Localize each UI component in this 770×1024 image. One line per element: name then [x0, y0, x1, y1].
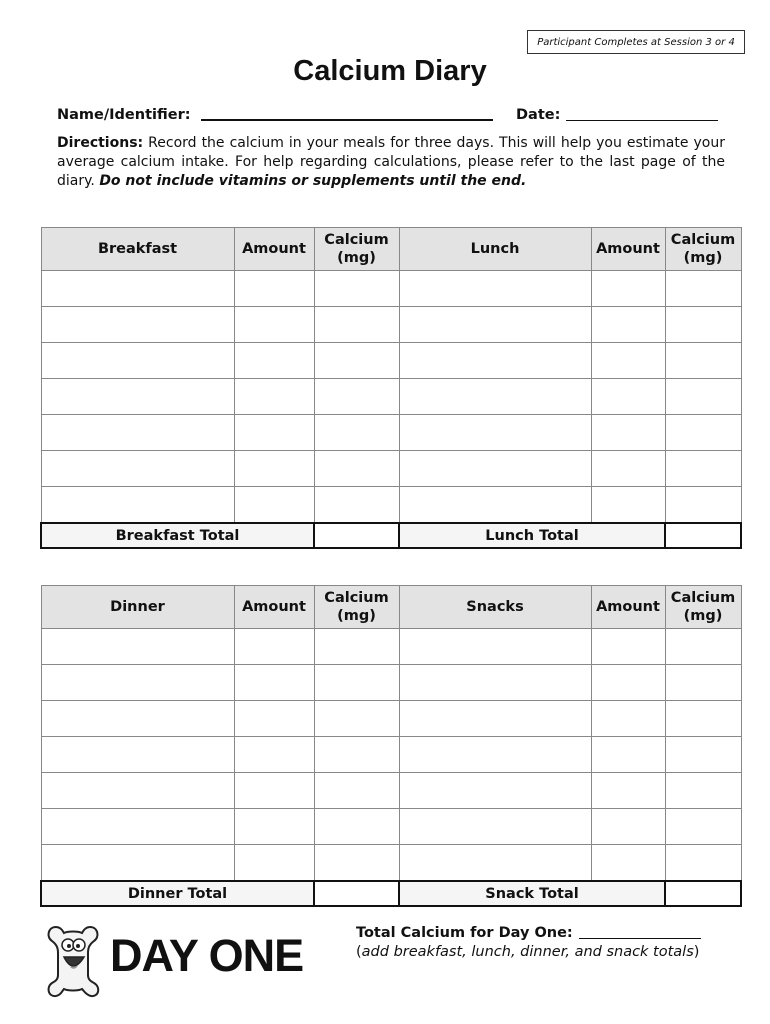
header-lunch: Lunch	[399, 228, 591, 271]
dinner-snacks-entry-cell[interactable]	[41, 809, 234, 845]
breakfast-lunch-entry-cell[interactable]	[234, 379, 314, 415]
cartoon-bone-icon	[44, 923, 102, 999]
dinner-snacks-entry-cell[interactable]	[591, 773, 665, 809]
dinner-snacks-entry-cell[interactable]	[234, 845, 314, 882]
header-calcium: Calcium (mg)	[314, 586, 399, 629]
breakfast-lunch-entry-cell[interactable]	[665, 487, 741, 524]
day-label: DAY ONE	[110, 930, 304, 981]
snack-total-label: Snack Total	[399, 881, 665, 906]
dinner-snacks-entry-cell[interactable]	[234, 737, 314, 773]
dinner-snacks-entry-cell[interactable]	[399, 845, 591, 882]
dinner-snacks-entry-cell[interactable]	[399, 701, 591, 737]
session-note: Participant Completes at Session 3 or 4	[527, 30, 745, 54]
dinner-snacks-entry-cell[interactable]	[314, 845, 399, 882]
dinner-snacks-entry-cell[interactable]	[41, 737, 234, 773]
breakfast-lunch-entry-cell[interactable]	[399, 271, 591, 307]
breakfast-lunch-entry-cell[interactable]	[314, 451, 399, 487]
dinner-snacks-entry-cell[interactable]	[399, 737, 591, 773]
breakfast-lunch-entry-cell[interactable]	[591, 271, 665, 307]
table-row	[41, 809, 741, 845]
table-row	[41, 379, 741, 415]
breakfast-lunch-entry-cell[interactable]	[314, 379, 399, 415]
breakfast-lunch-entry-cell[interactable]	[41, 451, 234, 487]
table-row	[41, 773, 741, 809]
breakfast-lunch-entry-cell[interactable]	[314, 415, 399, 451]
dinner-snacks-entry-cell[interactable]	[314, 737, 399, 773]
dinner-snacks-entry-cell[interactable]	[234, 665, 314, 701]
breakfast-lunch-entry-cell[interactable]	[665, 271, 741, 307]
snack-total-cell[interactable]	[665, 881, 741, 906]
dinner-snacks-entry-cell[interactable]	[665, 629, 741, 665]
header-amount: Amount	[591, 228, 665, 271]
breakfast-lunch-entry-cell[interactable]	[41, 415, 234, 451]
dinner-snacks-entry-cell[interactable]	[314, 809, 399, 845]
dinner-snacks-entry-cell[interactable]	[665, 845, 741, 882]
breakfast-lunch-entry-cell[interactable]	[234, 487, 314, 524]
header-snacks: Snacks	[399, 586, 591, 629]
table-row	[41, 415, 741, 451]
breakfast-lunch-table	[40, 227, 742, 549]
lunch-total-label: Lunch Total	[399, 523, 665, 548]
dinner-snacks-entry-cell[interactable]	[234, 809, 314, 845]
directions-lead: Directions:	[57, 135, 144, 151]
dinner-snacks-entry-cell[interactable]	[314, 773, 399, 809]
breakfast-lunch-entry-cell[interactable]	[314, 343, 399, 379]
breakfast-lunch-entry-cell[interactable]	[591, 487, 665, 524]
breakfast-lunch-entry-cell[interactable]	[314, 487, 399, 524]
table-row	[41, 665, 741, 701]
dinner-snacks-entry-cell[interactable]	[399, 629, 591, 665]
table-row	[41, 451, 741, 487]
dinner-snacks-entry-cell[interactable]	[591, 809, 665, 845]
breakfast-lunch-entry-cell[interactable]	[314, 307, 399, 343]
table-row	[41, 701, 741, 737]
header-breakfast: Breakfast	[41, 228, 234, 271]
dinner-snacks-entry-cell[interactable]	[234, 701, 314, 737]
date-field-row	[516, 107, 718, 123]
breakfast-lunch-entry-cell[interactable]	[591, 307, 665, 343]
dinner-snacks-entry-cell[interactable]	[399, 665, 591, 701]
total-calcium-label: Total Calcium for Day One:	[356, 925, 573, 941]
name-label: Name/Identifier:	[57, 107, 191, 123]
header-calcium: Calcium (mg)	[314, 228, 399, 271]
breakfast-lunch-entry-cell[interactable]	[41, 487, 234, 524]
header-dinner: Dinner	[41, 586, 234, 629]
dinner-snacks-entry-cell[interactable]	[665, 701, 741, 737]
dinner-snacks-entry-cell[interactable]	[314, 629, 399, 665]
breakfast-lunch-entry-cell[interactable]	[234, 307, 314, 343]
date-blank[interactable]	[566, 120, 718, 121]
total-calcium-blank[interactable]	[579, 938, 701, 939]
dinner-snacks-entry-cell[interactable]	[665, 809, 741, 845]
dinner-snacks-entry-cell[interactable]	[234, 629, 314, 665]
dinner-total-cell[interactable]	[314, 881, 399, 906]
dinner-snacks-table	[40, 585, 742, 907]
dinner-snacks-entry-cell[interactable]	[665, 665, 741, 701]
breakfast-lunch-entry-cell[interactable]	[591, 451, 665, 487]
breakfast-lunch-entry-cell[interactable]	[665, 379, 741, 415]
dinner-snacks-entry-cell[interactable]	[399, 809, 591, 845]
dinner-snacks-entry-cell[interactable]	[41, 665, 234, 701]
breakfast-total-cell[interactable]	[314, 523, 399, 548]
dinner-snacks-entry-cell[interactable]	[41, 629, 234, 665]
breakfast-lunch-entry-cell[interactable]	[41, 379, 234, 415]
dinner-snacks-entry-cell[interactable]	[41, 701, 234, 737]
breakfast-lunch-entry-cell[interactable]	[399, 451, 591, 487]
breakfast-lunch-entry-cell[interactable]	[399, 415, 591, 451]
dinner-snacks-entry-cell[interactable]	[399, 773, 591, 809]
breakfast-lunch-entry-cell[interactable]	[234, 451, 314, 487]
table-row	[41, 845, 741, 882]
page-title: Calcium Diary	[293, 55, 487, 87]
breakfast-lunch-entry-cell[interactable]	[41, 307, 234, 343]
breakfast-lunch-entry-cell[interactable]	[591, 343, 665, 379]
dinner-snacks-entry-cell[interactable]	[591, 737, 665, 773]
dinner-snacks-entry-cell[interactable]	[314, 701, 399, 737]
breakfast-lunch-entry-cell[interactable]	[234, 271, 314, 307]
total-calcium-row	[356, 925, 701, 941]
header-calcium: Calcium (mg)	[665, 228, 741, 271]
breakfast-total-label: Breakfast Total	[41, 523, 314, 548]
table-row	[41, 343, 741, 379]
breakfast-lunch-entry-cell[interactable]	[399, 307, 591, 343]
breakfast-lunch-entry-cell[interactable]	[665, 307, 741, 343]
header-calcium: Calcium (mg)	[665, 586, 741, 629]
breakfast-lunch-entry-cell[interactable]	[234, 343, 314, 379]
lunch-total-cell[interactable]	[665, 523, 741, 548]
breakfast-lunch-entry-cell[interactable]	[399, 487, 591, 524]
breakfast-lunch-entry-cell[interactable]	[41, 271, 234, 307]
table-row	[41, 307, 741, 343]
name-field-row	[57, 107, 493, 123]
dinner-snacks-entry-cell[interactable]	[665, 773, 741, 809]
table-row	[41, 487, 741, 524]
breakfast-lunch-entry-cell[interactable]	[665, 415, 741, 451]
breakfast-lunch-entry-cell[interactable]	[665, 343, 741, 379]
breakfast-lunch-entry-cell[interactable]	[591, 415, 665, 451]
breakfast-lunch-entry-cell[interactable]	[314, 271, 399, 307]
breakfast-lunch-entry-cell[interactable]	[665, 451, 741, 487]
dinner-total-label: Dinner Total	[41, 881, 314, 906]
breakfast-lunch-entry-cell[interactable]	[399, 343, 591, 379]
date-label: Date:	[516, 107, 561, 123]
name-blank[interactable]	[201, 119, 493, 121]
breakfast-lunch-entry-cell[interactable]	[399, 379, 591, 415]
dinner-snacks-entry-cell[interactable]	[41, 773, 234, 809]
total-calcium-note-row: (add breakfast, lunch, dinner, and snack totals)	[356, 944, 700, 960]
dinner-snacks-entry-cell[interactable]	[665, 737, 741, 773]
table-row	[41, 629, 741, 665]
dinner-snacks-entry-cell[interactable]	[591, 845, 665, 882]
dinner-snacks-entry-cell[interactable]	[591, 629, 665, 665]
breakfast-lunch-entry-cell[interactable]	[234, 415, 314, 451]
breakfast-lunch-entry-cell[interactable]	[591, 379, 665, 415]
directions-emphasis: Do not include vitamins or supplements until the end.	[99, 173, 527, 189]
dinner-snacks-entry-cell[interactable]	[234, 773, 314, 809]
dinner-snacks-entry-cell[interactable]	[314, 665, 399, 701]
breakfast-lunch-entry-cell[interactable]	[41, 343, 234, 379]
table-row	[41, 271, 741, 307]
header-amount: Amount	[591, 586, 665, 629]
header-amount: Amount	[234, 586, 314, 629]
table-row	[41, 737, 741, 773]
dinner-snacks-entry-cell[interactable]	[591, 665, 665, 701]
header-amount: Amount	[234, 228, 314, 271]
directions-text: Record the calcium in your meals for three days. This will help you estimate your average calcium intake. For help regarding calculations, please refer to the last page of the diary.	[57, 135, 725, 189]
dinner-snacks-entry-cell[interactable]	[41, 845, 234, 882]
dinner-snacks-entry-cell[interactable]	[591, 701, 665, 737]
directions	[57, 134, 725, 191]
total-calcium-note: add breakfast, lunch, dinner, and snack totals	[361, 944, 694, 960]
